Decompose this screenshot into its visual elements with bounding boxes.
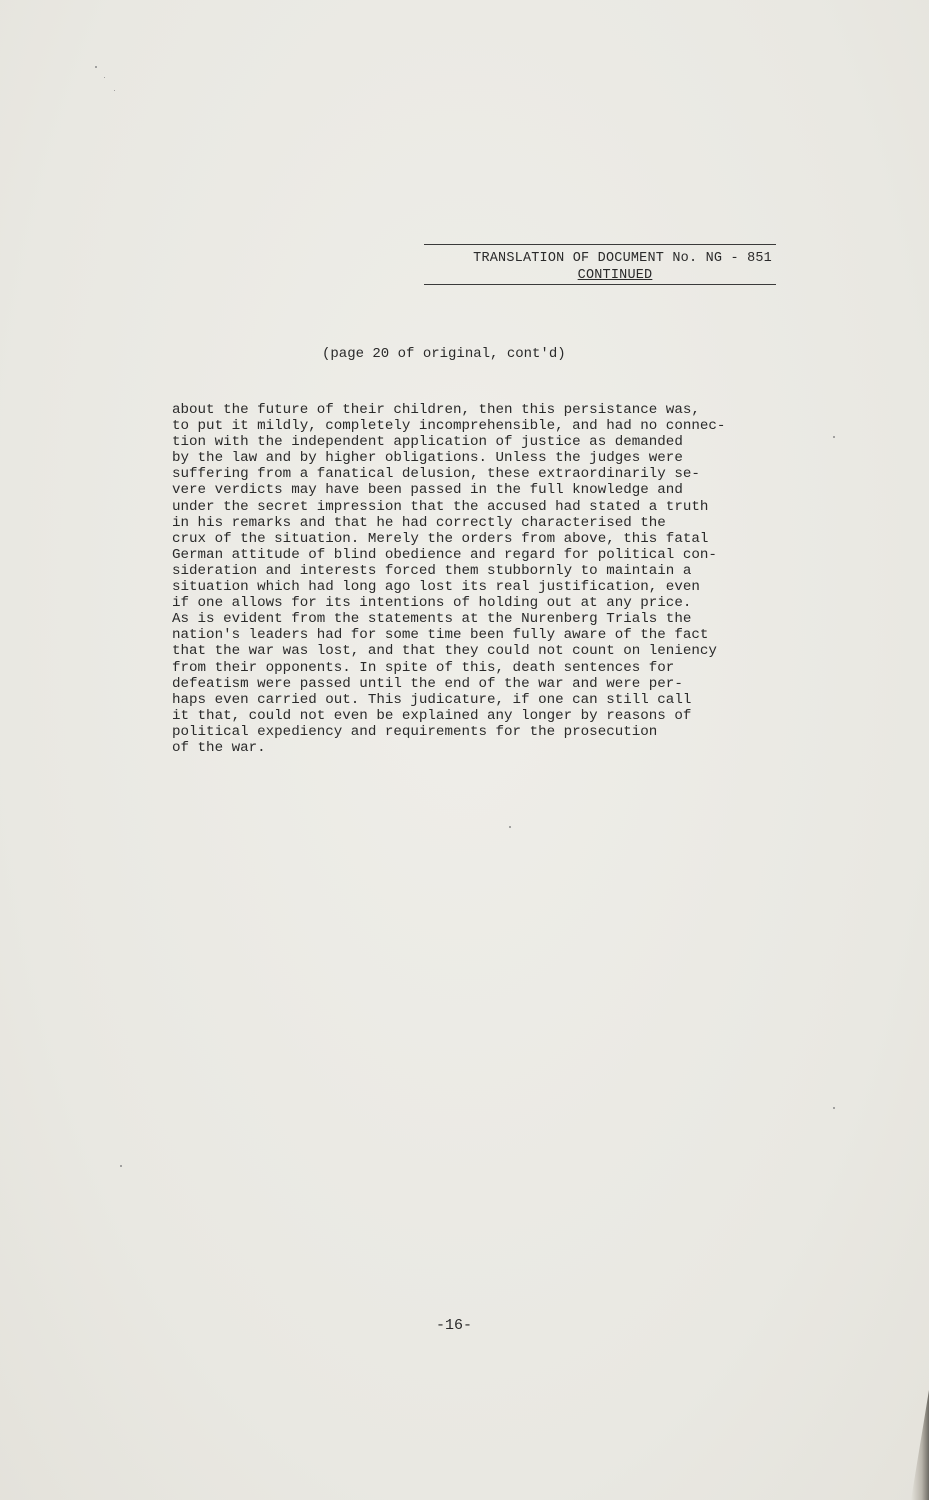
body-line: political expediency and requirements for the prosecution (172, 723, 658, 740)
body-line: to put it mildly, completely incomprehensible, and had no connec- (172, 418, 726, 435)
body-line: if one allows for its intentions of holding out at any price. (172, 595, 692, 612)
body-line: nation's leaders had for some time been fully aware of the fact (172, 627, 709, 644)
body-line: haps even carried out. This judicature, if one can still call (172, 691, 692, 708)
body-line: it that, could not even be explained any longer by reasons of (172, 707, 692, 724)
document-header (424, 244, 776, 285)
body-line: of the war. (172, 739, 266, 756)
body-line: sideration and interests forced them stubbornly to maintain a (172, 562, 692, 579)
header-bottom-rule (424, 284, 776, 285)
paper-speck (833, 436, 835, 438)
body-line: crux of the situation. Merely the orders from above, this fatal (172, 530, 709, 547)
paper-speck (120, 1165, 122, 1167)
body-line: suffering from a fanatical delusion, these extraordinarily se- (172, 466, 700, 483)
page-number: -16- (436, 1317, 473, 1334)
paper-speck (833, 1107, 835, 1109)
body-line: in his remarks and that he had correctly characterised the (172, 514, 666, 531)
body-line: defeatism were passed until the end of the war and were per- (172, 675, 683, 692)
page-reference: (page 20 of original, cont'd) (322, 346, 566, 362)
paper-speck (114, 90, 115, 91)
paper-speck (95, 66, 97, 68)
body-line: under the secret impression that the accused had stated a truth (172, 498, 709, 515)
body-line: German attitude of blind obedience and regard for political con- (172, 546, 717, 563)
page-corner-fold (911, 1390, 929, 1500)
document-title: TRANSLATION OF DOCUMENT No. NG - 851 (473, 251, 772, 266)
body-line: that the war was lost, and that they could not count on leniency (172, 643, 717, 660)
body-line: about the future of their children, then this persistance was, (172, 402, 700, 418)
document-subtitle: CONTINUED (577, 268, 653, 283)
header-top-rule (424, 244, 776, 245)
body-text (172, 402, 822, 756)
body-line: situation which had long ago lost its real justification, even (172, 579, 700, 596)
body-line: by the law and by higher obligations. Unless the judges were (172, 450, 683, 467)
body-line: tion with the independent application of justice as demanded (172, 434, 683, 451)
body-line: vere verdicts may have been passed in the full knowledge and (172, 482, 683, 499)
body-line: As is evident from the statements at the Nurenberg Trials the (172, 611, 692, 628)
paper-speck (509, 826, 511, 828)
paper-speck (104, 77, 105, 78)
body-line: from their opponents. In spite of this, death sentences for (172, 659, 675, 676)
